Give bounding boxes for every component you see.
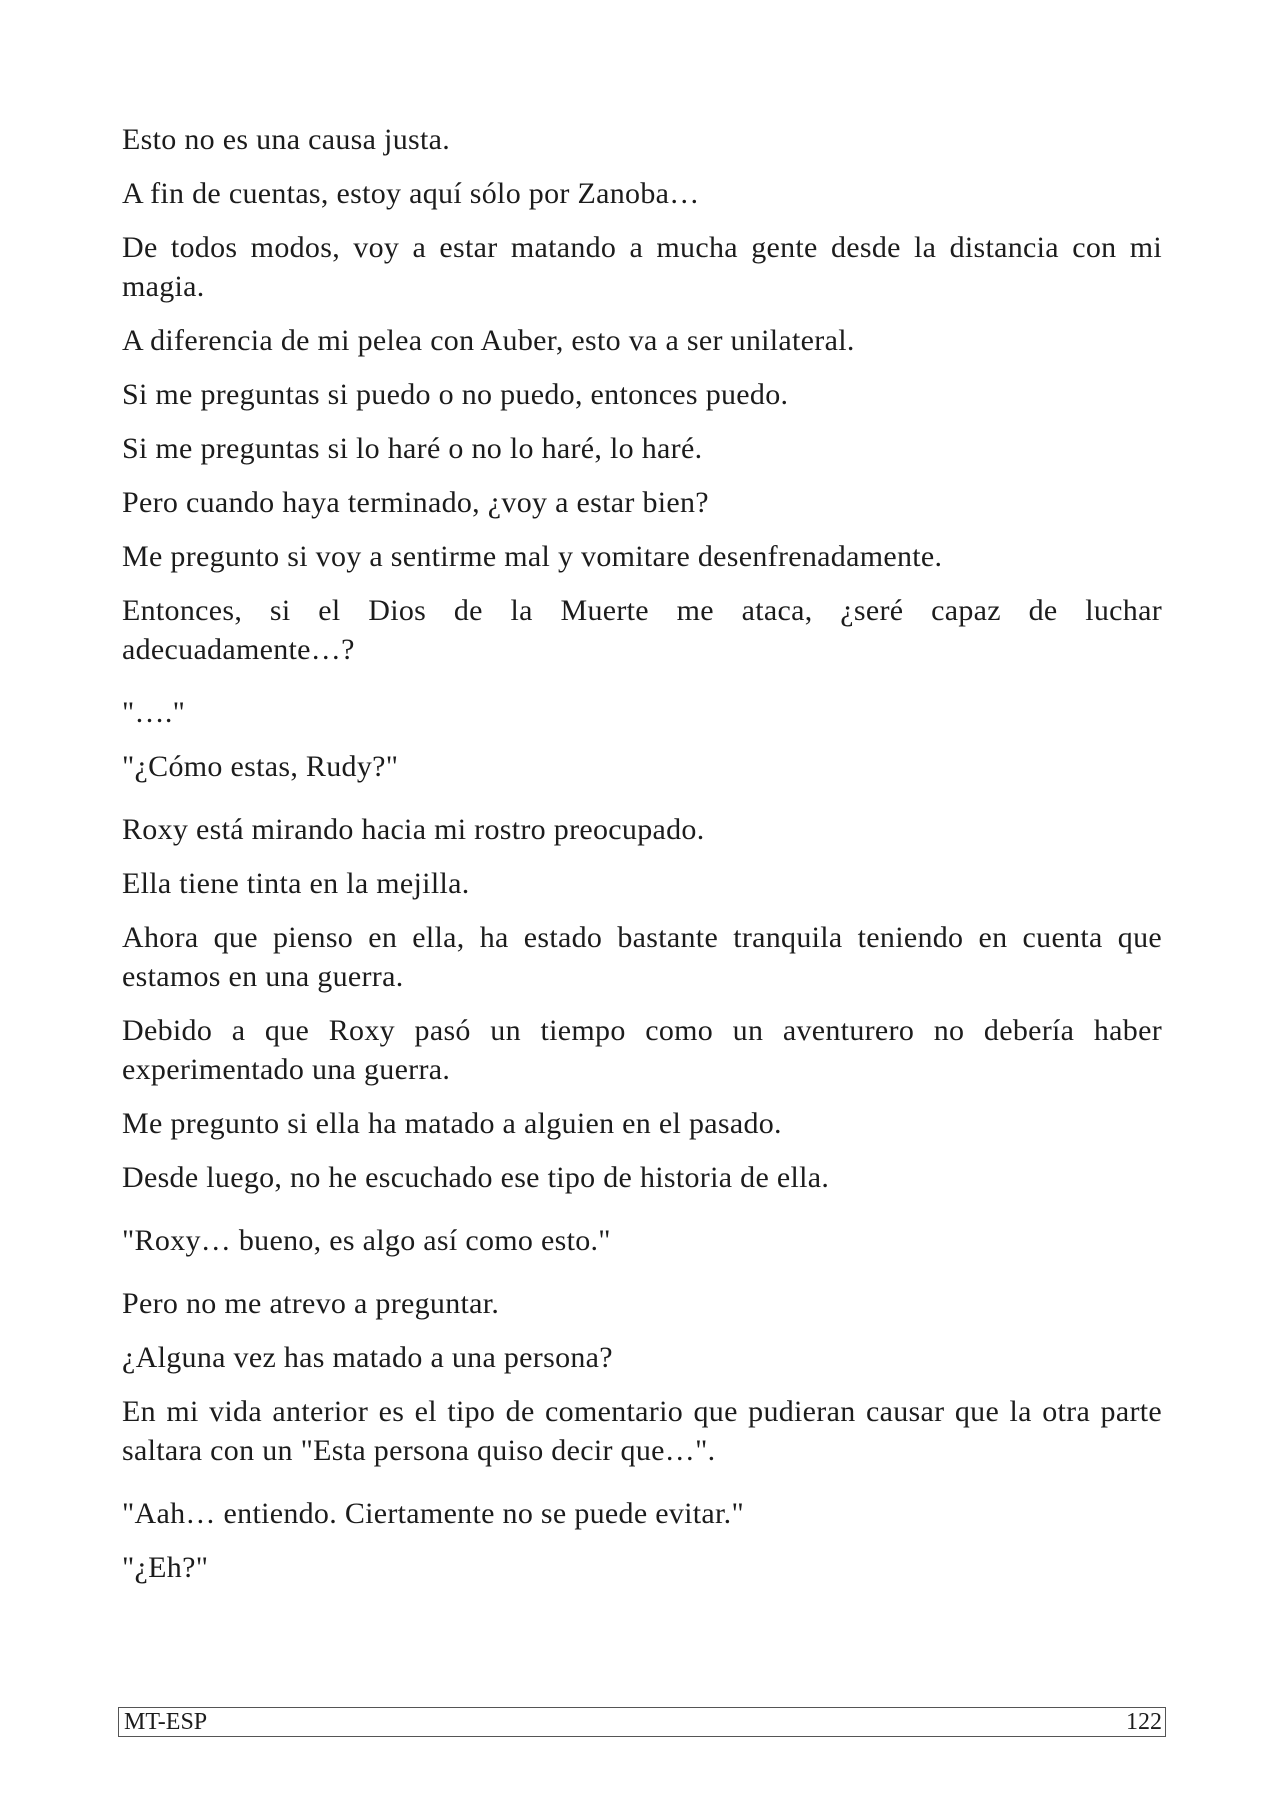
page-number: 122 bbox=[1126, 1708, 1162, 1735]
paragraph: Pero no me atrevo a preguntar. bbox=[122, 1287, 500, 1320]
paragraph: De todos modos, voy a estar matando a mucha gente desde la distancia con mi magia. bbox=[122, 231, 1162, 303]
paragraph: "¿Eh?" bbox=[122, 1551, 209, 1584]
page-footer bbox=[118, 1707, 1166, 1737]
paragraph: Debido a que Roxy pasó un tiempo como un aventurero no debería haber experimentado una guerra. bbox=[122, 1014, 1162, 1086]
paragraph: Entonces, si el Dios de la Muerte me ataca, ¿seré capaz de luchar adecuadamente…? bbox=[122, 594, 1162, 666]
paragraph: Esto no es una causa justa. bbox=[122, 123, 451, 156]
paragraph: "…." bbox=[122, 696, 186, 729]
paragraph: A fin de cuentas, estoy aquí sólo por Zanoba… bbox=[122, 177, 700, 210]
paragraph: Ella tiene tinta en la mejilla. bbox=[122, 867, 470, 900]
paragraph: A diferencia de mi pelea con Auber, esto va a ser unilateral. bbox=[122, 324, 855, 357]
paragraph: Si me preguntas si puedo o no puedo, entonces puedo. bbox=[122, 378, 789, 411]
paragraph: Si me preguntas si lo haré o no lo haré, lo haré. bbox=[122, 432, 703, 465]
paragraph: Me pregunto si voy a sentirme mal y vomitare desenfrenadamente. bbox=[122, 540, 943, 573]
paragraph: ¿Alguna vez has matado a una persona? bbox=[122, 1341, 613, 1374]
paragraph: Desde luego, no he escuchado ese tipo de historia de ella. bbox=[122, 1161, 830, 1194]
paragraph: Me pregunto si ella ha matado a alguien en el pasado. bbox=[122, 1107, 782, 1140]
paragraph: Roxy está mirando hacia mi rostro preocupado. bbox=[122, 813, 705, 846]
footer-label: MT-ESP bbox=[124, 1708, 208, 1735]
paragraph: Ahora que pienso en ella, ha estado bastante tranquila teniendo en cuenta que estamos en una guerra. bbox=[122, 921, 1162, 993]
paragraph: Pero cuando haya terminado, ¿voy a estar bien? bbox=[122, 486, 709, 519]
paragraph: "¿Cómo estas, Rudy?" bbox=[122, 750, 399, 783]
paragraph: En mi vida anterior es el tipo de comentario que pudieran causar que la otra parte saltara con un "Esta persona quiso decir que…". bbox=[122, 1395, 1162, 1467]
paragraph: "Aah… entiendo. Ciertamente no se puede evitar." bbox=[122, 1497, 745, 1530]
page-body bbox=[122, 120, 1162, 1602]
paragraph: "Roxy… bueno, es algo así como esto." bbox=[122, 1224, 611, 1257]
